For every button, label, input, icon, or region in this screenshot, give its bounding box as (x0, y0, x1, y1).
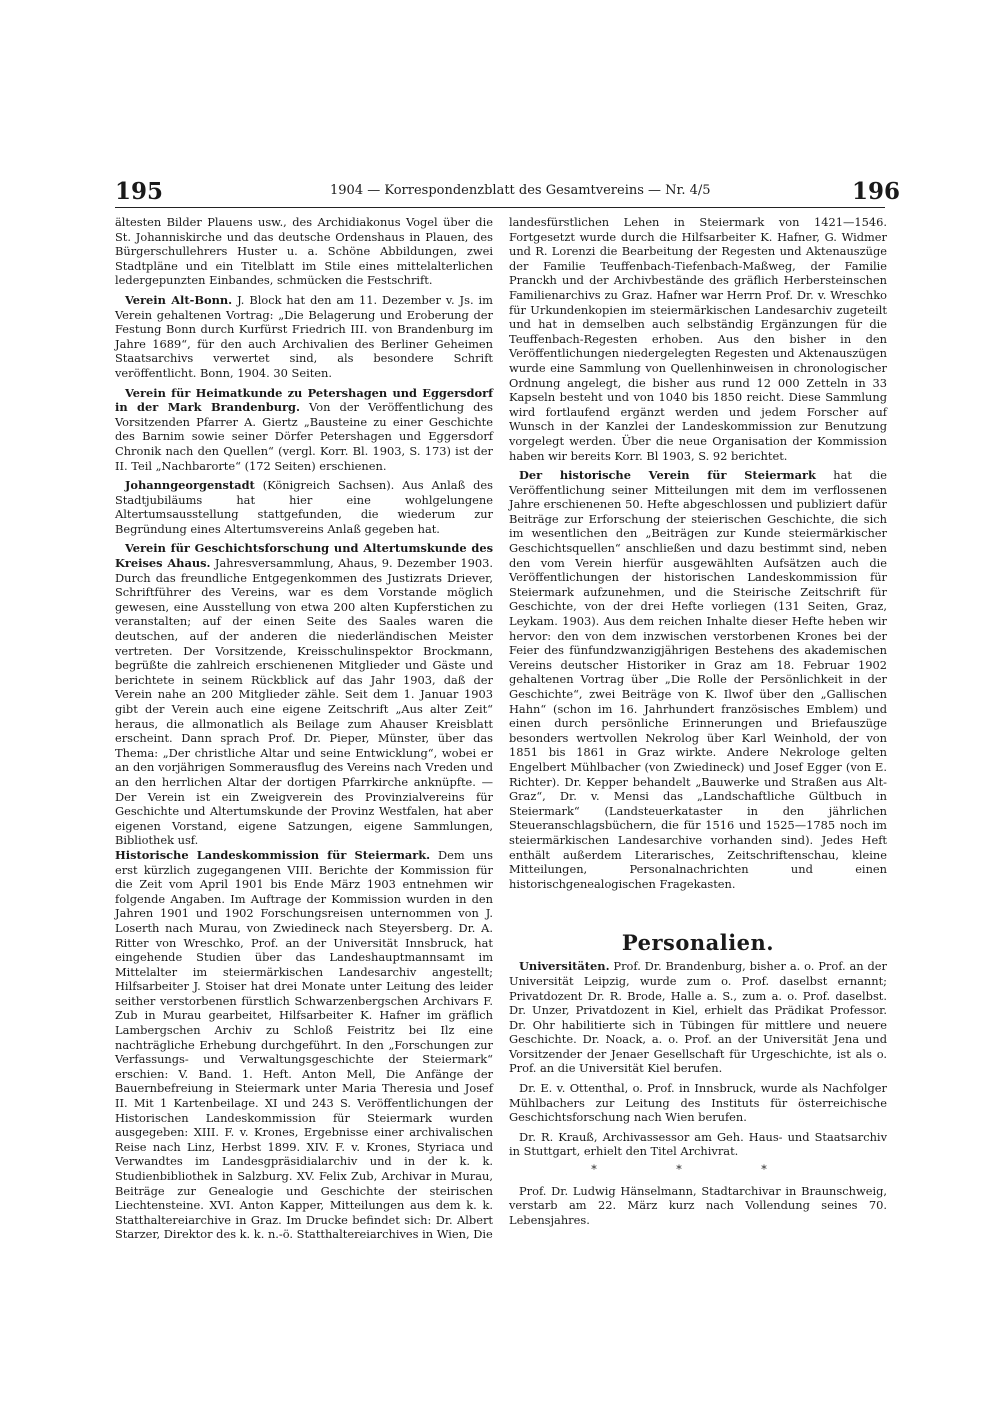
entry-ahaus: Verein für Geschichtsforschung und Altertumskunde des Kreises Ahaus. Jahresversammlung, Ahaus, 9. Dezember 1903. Durch das freundliche Entgegenkommen des Justizrats Driever, Schriftführer des Vereins, war es dem Vorstande möglich gewesen, eine Ausstellung von etwa 200 alten Kupferstichen zu veranstalten; auf der einen Seite des Saales waren die deutschen, auf der anderen die niederländischen Meister vertreten. Der Vorsitzende, Kreisschulinspektor Brockmann, begrüßte die zahlreich erschienenen Mitglieder und Gäste und berichtete in seinem Rückblick auf das Jahr 1903, daß der Verein nahe an 200 Mitglieder zähle. Seit dem 1. Januar 1903 gibt der Verein auch eine eigene Zeitschrift „Aus alter Zeit“ heraus, die allmonatlich als Beilage zum Ahauser Kreisblatt erscheint. Dann sprach Prof. Dr. Pieper, Münster, über das Thema: „Der christliche Altar und seine Entwicklung“, wobei er an den vorjährigen Sommerausflug des Vereins nach Vreden und an den herrlichen Altar der dortigen Pfarrkirche anknüpfte. — Der Verein ist ein Zweigverein des Provinzialvereins für Geschichte und Altertumskunde der Provinz Westfalen, hat aber eigenen Vorstand, eigene Satzungen, eigene Sammlungen, Bibliothek usf. (115, 541, 493, 848)
section-heading: Personalien. (621, 930, 775, 956)
page-number-left: 195 (115, 178, 164, 205)
personalien-haenselmann: Prof. Dr. Ludwig Hänselmann, Stadtarchivar in Braunschweig, verstarb am 22. März kurz nach Vollendung seines 70. Lebensjahres. (509, 1183, 887, 1227)
entry-johanngeorgenstadt: Johanngeorgenstadt (Königreich Sachsen). Aus Anlaß des Stadtjubiläums hat hier eine wohlgelungene Altertumsausstellung stattgefunden, die wiederum zur Begründung eines Altertumsvereins Anlaß gegeben hat. (115, 478, 493, 536)
page-number-right: 196 (852, 178, 901, 205)
personalien-universitaeten: Universitäten. Prof. Dr. Brandenburg, bisher a. o. Prof. an der Universität Leipzig, wurde zum o. Prof. daselbst ernannt; Privatdozent Dr. R. Brode, Halle a. S., zum a. o. Prof. daselbst. Dr. Unzer, Privatdozent in Kiel, erhielt das Prädikat Professor. Dr. Ohr habilitierte sich in Tübingen für mittlere und neuere Geschichte. Dr. Noack, a. o. Prof. an der Universität Jena und Vorsitzender der Jenaer Gesellschaft für Urgeschichte, ist als o. Prof. an die Universität Kiel berufen. (509, 959, 887, 1076)
personalien-krauss: Dr. R. Krauß, Archivassessor am Geh. Haus- und Staatsarchiv in Stuttgart, erhielt den Titel Archivrat. (509, 1129, 887, 1159)
entry-historischer-verein: Der historische Verein für Steiermark hat die Veröffentlichung seiner Mitteilungen mit dem im verflossenen Jahre erschienenen 50. Hefte abgeschlossen und publiziert dafür Beiträge zur Erforschung der steierischen Geschichte, die sich im wesentlichen den „Beiträgen zur Kunde steiermärkischer Geschichtsquellen“ anschließen und dazu bestimmt sind, neben den vom Verein hierfür ausgewählten Aufsätzen auch die Veröffentlichungen der historischen Landeskommission für Steiermark aufzunehmen, und die Steirische Zeitschrift für Geschichte, von der drei Hefte vorliegen (131 Seiten, Graz, Leykam. 1903). Aus dem reichen Inhalte dieser Hefte heben wir hervor: den von dem inzwischen verstorbenen Krones bei der Feier des fünfundzwanzigjährigen Bestehens des akademischen Vereins deutscher Historiker in Graz am 18. Februar 1902 gehaltenen Vortrag über „Die Rolle der Persönlichkeit in der Geschichte“, zwei Beiträge von K. Ilwof über den „Gallischen Hahn“ (schon im 16. Jahrhundert französisches Emblem) und einen durch persönliche Erinnerungen und Briefauszüge besonders wertvollen Nekrolog über Karl Weinhold, der von 1851 bis 1861 in Graz wirkte. Andere Nekrologe gelten Engelbert Mühlbacher (von Zwiedineck) und Josef Egger (von E. Richter). Dr. Kepper behandelt „Bauwerke und Straßen aus Alt-Graz“, Dr. v. Mensi das „Landschaftliche Gültbuch in Steiermark“ (Landsteuerkataster in den jährlichen Steueranschlagsbüchern, die für 1516 und 1525—1785 noch im steiermärkischen Landesarchive vorhanden sind). Jedes Heft enthält außerdem Literarisches, Zeitschriftenschau, kleine Mitteilungen, Personalnachrichten und einen historischgenealogischen Fragekasten. (509, 468, 887, 891)
entry-landeskommission: Historische Landeskommission für Steiermark. Dem uns erst kürzlich zugegangenen VIII. Berichte der Kommission für die Zeit vom April 1901 bis Ende März 1903 entnehmen wir folgende Angaben. Im Auftrage der Kommission wurden in den Jahren 1901 und 1902 Forschungsreisen unternommen von J. Loserth nach Murau, von Zwiedineck nach Steyersberg. Dr. A. Ritter von Wreschko, Prof. an der Universität Innsbruck, hat eingehende Studien über das Landeshauptmannsamt im Mittelalter im steiermärkischen Landesarchiv angestellt; Hilfsarbeiter J. Stoiser hat drei Monate unter Leitung des leider seither verstorbenen fürstlich Schwarzenbergschen Archivars F. Zub in Murau gearbeitet, Hilfsarbeiter K. Hafner im gräflich Lambergschen Archiv zu Schloß Feistritz bei Ilz eine nachträgliche Erhebung durchgeführt. In den „Forschungen zur Verfassungs- und Verwaltungsgeschichte der Steiermark“ erschien: V. Band. 1. Heft. Anton Mell, Die Anfänge der Bauernbefreiung in Steiermark unter Maria Theresia und Josef II. Mit 1 Kartenbeilage. XI und 243 S. Veröffentlichungen der Historischen Landeskommission für Steiermark wurden ausgegeben: XIII. F. v. Krones, Ergebnisse einer archivalischen Reise nach Linz, Herbst 1899. XIV. F. v. Krones, Styriaca und Verwandtes im Landesgpräsidialarchiv und in der k. k. Studienbibliothek in Salzburg. XV. Felix Zub, Archivar in Murau, Beiträge zur Genealogie und Geschichte der steirischen Liechtensteine. XVI. Anton Kapper, Mitteilungen aus dem k. k. Statthaltereiarchive in Graz. Im Drucke befindet sich: Dr. Albert Starzer, Direktor des k. k. n.-ö. Statthaltereiarchives in Wien, Die (115, 847, 493, 1242)
paragraph: ältesten Bilder Plauens usw., des Archidiakonus Vogel über die St. Johanniskirche und das deutsche Ordenshaus in Plauen, des Bürgerschullehrers Huster u. a. Schöne Abbildungen, zwei Stadtpläne und ein Titelblatt im Stile eines mittelalterlichen ledergepunzten Einbandes, schmücken die Festschrift. (115, 215, 493, 288)
entry-alt-bonn: Verein Alt-Bonn. J. Block hat den am 11. Dezember v. Js. im Verein gehaltenen Vortrag: „Die Belagerung und Eroberung der Festung Bonn durch Kurfürst Friedrich III. von Brandenburg im Jahre 1689“, für den auch Archivalien des Berliner Geheimen Staatsarchivs verwertet sind, als besondere Schrift veröffentlicht. Bonn, 1904. 30 Seiten. (115, 292, 493, 380)
separator-stars: * * * (591, 1163, 805, 1177)
paragraph: landesfürstlichen Lehen in Steiermark von 1421—1546. Fortgesetzt wurde durch die Hilfsarbeiter K. Hafner, G. Widmer und R. Lorenzi die Bearbeitung der Regesten und Aktenauszüge der Familie Teuffenbach-Tiefenbach-Maßweg, der Familie Pranckh und der Archivbestände des gräflich Herbersteinschen Familienarchivs zu Graz. Hafner war Herrn Prof. Dr. v. Wreschko für Urkundenkopien im steiermärkischen Landesarchiv zugeteilt und hat in demselben auch selbständig Ergänzungen für die Teuffenbach-Regesten erhoben. Aus den bisher in den Veröffentlichungen niedergelegten Regesten und Aktenauszügen wurde eine Sammlung von Quellenhinweisen in chronologischer Ordnung angelegt, die bisher aus rund 12 000 Zetteln in 33 Kapseln besteht und von 1040 bis 1850 reicht. Diese Sammlung wird fortlaufend ergänzt werden und jedem Forscher auf Wunsch in der Kanzlei der Landeskommission zur Benutzung vorgelegt werden. Über die neue Organisation der Kommission haben wir bereits Korr. Bl 1903, S. 92 berichtet. (509, 215, 887, 463)
left-column (115, 215, 493, 1242)
personalien-ottenthal: Dr. E. v. Ottenthal, o. Prof. in Innsbruck, wurde als Nachfolger Mühlbachers zur Leitung des Instituts für österreichische Geschichtsforschung nach Wien berufen. (509, 1081, 887, 1125)
header-rule (115, 207, 885, 208)
running-title: 1904 — Korrespondenzblatt des Gesamtvereins — Nr. 4/5 (330, 183, 711, 198)
entry-petershagen: Verein für Heimatkunde zu Petershagen und Eggersdorf in der Mark Brandenburg. Von der Veröffentlichung des Vorsitzenden Pfarrer A. Giertz „Bausteine zu einer Geschichte des Barnim sowie seiner Dörfer Petershagen und Eggersdorf Chronik nach den Quellen“ (vergl. Korr. Bl. 1903, S. 173) ist der II. Teil „Nachbarorte“ (172 Seiten) erschienen. (115, 385, 493, 473)
right-column (509, 215, 887, 1227)
